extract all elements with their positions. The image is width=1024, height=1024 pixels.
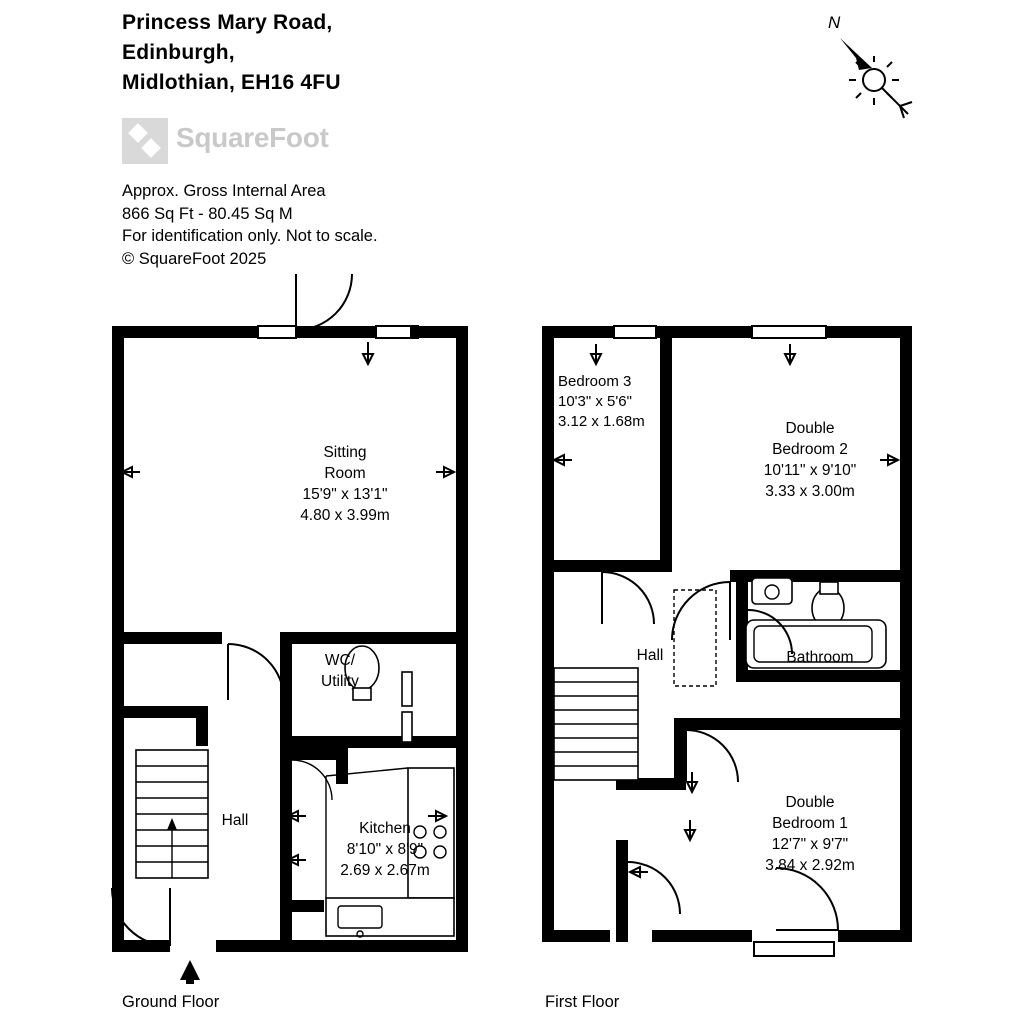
meta-line-4: © SquareFoot 2025 <box>122 249 267 268</box>
first-staircase <box>554 668 638 780</box>
room-label-hall-ground: Hall <box>221 812 249 829</box>
compass-letter: N <box>828 13 841 32</box>
room-label-bedroom-1: Double Bedroom 1 12'7" x 9'7" 3.84 x 2.92m <box>765 794 855 874</box>
title-line-3: Midlothian, EH16 4FU <box>122 71 341 94</box>
squarefoot-logo <box>122 118 452 164</box>
title-line-1: Princess Mary Road, <box>122 11 333 34</box>
compass-north-icon <box>812 10 922 130</box>
entrance-arrow <box>180 960 200 984</box>
ground-floor-caption: Ground Floor <box>122 993 220 1011</box>
meta-line-3: For identification only. Not to scale. <box>122 227 378 245</box>
first-floor-caption: First Floor <box>545 993 620 1011</box>
area-summary <box>122 180 582 270</box>
ground-floor-plan <box>110 320 480 960</box>
room-label-sitting-room: Sitting Room 15'9" x 13'1" 4.80 x 3.99m <box>300 444 390 524</box>
page-title <box>122 8 642 98</box>
title-line-2: Edinburgh, <box>122 41 235 64</box>
room-label-bedroom-2: Double Bedroom 2 10'11" x 9'10" 3.33 x 3.00m <box>763 420 857 500</box>
room-label-hall-first: Hall <box>636 647 664 664</box>
room-label-wc-utility: WC/ Utility <box>321 652 359 690</box>
squarefoot-logo-text: SquareFoot <box>176 122 329 153</box>
squarefoot-logo-icon <box>122 118 168 164</box>
room-label-bathroom: Bathroom <box>786 649 854 666</box>
landing-cupboard <box>674 590 716 686</box>
meta-line-1: Approx. Gross Internal Area <box>122 182 326 200</box>
ground-staircase <box>136 750 208 878</box>
room-label-bedroom-3: Bedroom 3 10'3" x 5'6" 3.12 x 1.68m <box>558 373 645 430</box>
first-floor-plan <box>540 320 920 980</box>
room-label-kitchen: Kitchen 8'10" x 8'9" 2.69 x 2.67m <box>340 820 430 879</box>
meta-line-2: 866 Sq Ft - 80.45 Sq M <box>122 204 293 223</box>
